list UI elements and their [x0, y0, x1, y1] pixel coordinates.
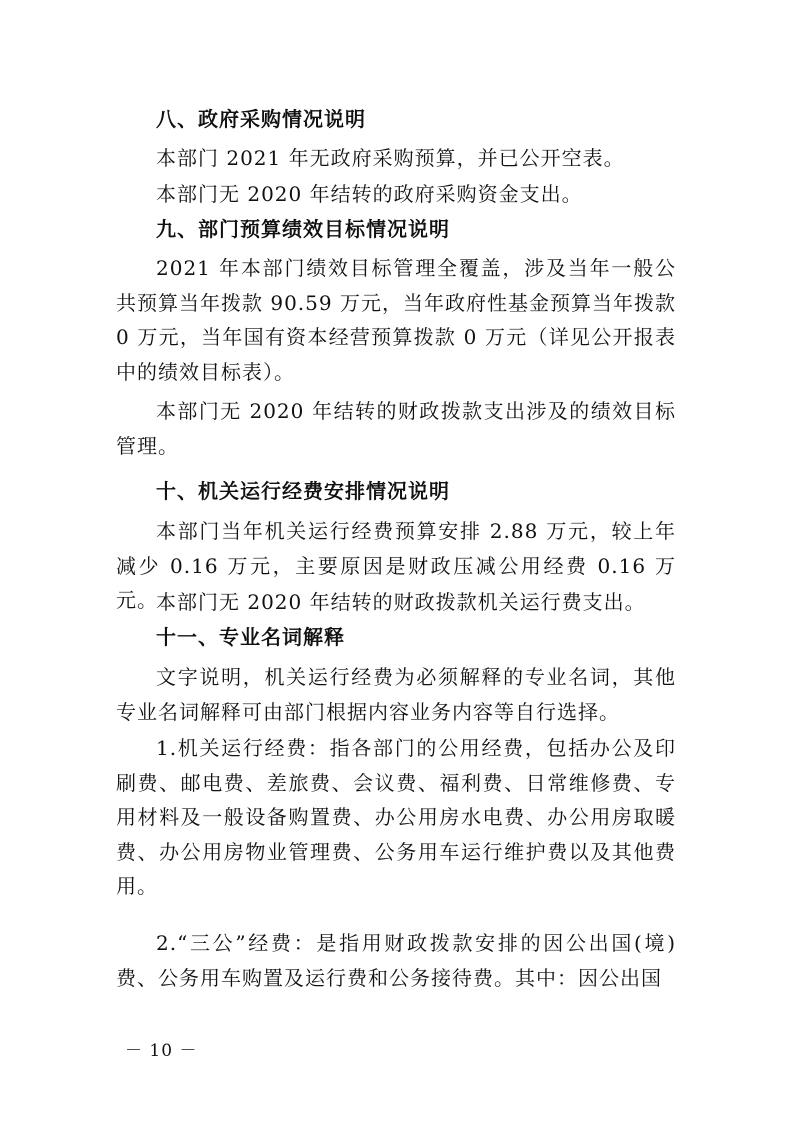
section-11-heading: 十一、专业名词解释	[156, 625, 345, 649]
section-10-paragraph-2: 本部门无 2020 年结转的财政拨款机关运行费支出。	[156, 590, 646, 614]
page-number: － 10 －	[125, 1041, 198, 1061]
section-8-heading: 八、政府采购情况说明	[156, 107, 366, 131]
section-11-paragraph-1: 文字说明，机关运行经费为必须解释的专业名词，其他专业名词解释可由部门根据内容业务内容等自行选择。	[116, 665, 676, 724]
section-8-paragraph-2: 本部门无 2020 年结转的政府采购资金支出。	[156, 182, 583, 206]
section-9-paragraph-1: 2021 年本部门绩效目标管理全覆盖，涉及当年一般公共预算当年拨款 90.59 万元，当年政府性基金预算当年拨款 0 万元，当年国有资本经营预算拨款 0 万元（详见公开报表中的绩效目标表）。	[116, 256, 676, 384]
section-9-paragraph-2: 本部门无 2020 年结转的财政拨款支出涉及的绩效目标管理。	[116, 399, 676, 458]
section-10-paragraph-1: 本部门当年机关运行经费预算安排 2.88 万元，较上年减少 0.16 万元，主要原因是财政压减公用经费 0.16 万元。	[116, 519, 676, 612]
section-11-paragraph-2: 1.机关运行经费：指各部门的公用经费，包括办公及印刷费、邮电费、差旅费、会议费、福利费、日常维修费、专用材料及一般设备购置费、办公用房水电费、办公用房取暖费、办公用房物业管理费、公务用车运行维护费以及其他费用。	[116, 736, 676, 898]
section-9-heading: 九、部门预算绩效目标情况说明	[156, 217, 450, 241]
section-11-paragraph-3: 2.“三公”经费：是指用财政拨款安排的因公出国(境)费、公务用车购置及运行费和公务接待费。其中：因公出国	[116, 931, 676, 990]
section-10-heading: 十、机关运行经费安排情况说明	[156, 479, 450, 503]
section-8-paragraph-1: 本部门 2021 年无政府采购预算，并已公开空表。	[156, 146, 625, 170]
